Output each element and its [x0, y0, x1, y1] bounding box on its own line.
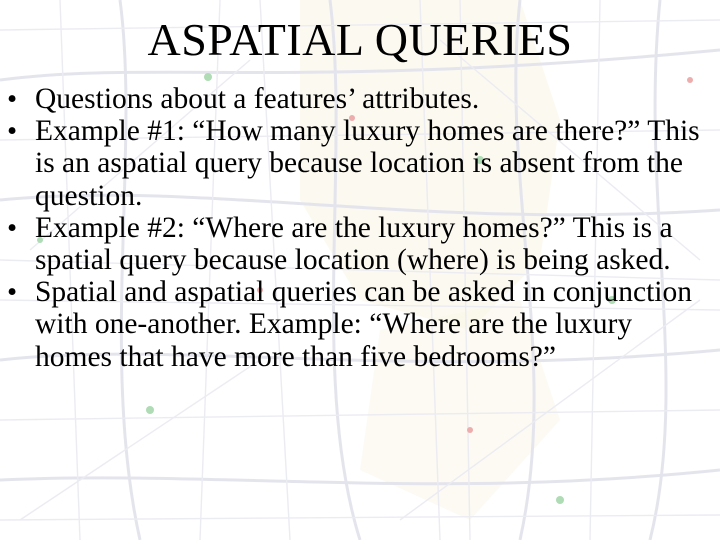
- bullet-text: Example #2: “Where are the luxury homes?” This is a spatial query because location (where) is being asked.: [35, 211, 673, 277]
- bullet-text: Spatial and aspatial queries can be asked in conjunction with one-another. Example: “Where are the luxury homes that have more than five bedrooms?”: [35, 276, 692, 373]
- bullet-item: [0, 115, 720, 212]
- bullet-icon: •: [7, 115, 18, 148]
- bullet-item: [0, 83, 720, 115]
- bullet-text: Example #1: “How many luxury homes are there?” This is an aspatial query because location is absent from the question.: [35, 115, 700, 212]
- bullet-list: [0, 83, 720, 373]
- bullet-item: [0, 212, 720, 276]
- slide-title: ASPATIAL QUERIES: [147, 14, 573, 65]
- bullet-icon: •: [7, 83, 18, 115]
- bullet-icon: •: [7, 276, 18, 309]
- bullet-icon: •: [7, 211, 18, 244]
- bullet-text: Questions about a features’ attributes.: [35, 83, 480, 115]
- bullet-item: [0, 276, 720, 373]
